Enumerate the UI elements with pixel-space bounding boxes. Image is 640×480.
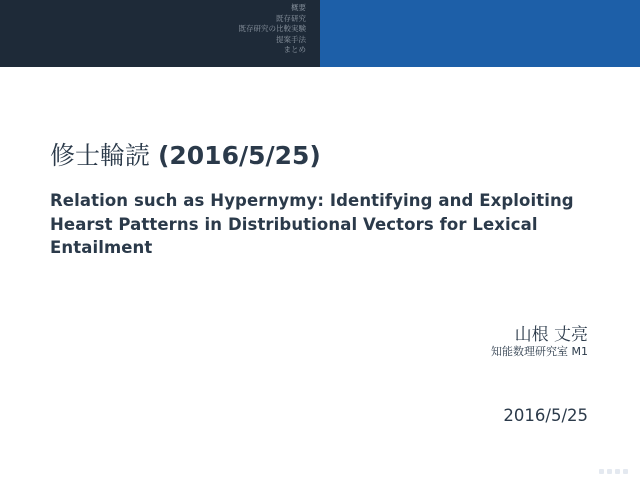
slide-title	[50, 136, 321, 172]
section-link-prior-work[interactable]: 既存研究	[276, 13, 306, 23]
prev-frame-icon[interactable]	[599, 469, 604, 474]
author-name: 山根 丈亮	[514, 325, 588, 345]
next-section-icon[interactable]	[623, 469, 628, 474]
next-frame-icon[interactable]	[607, 469, 612, 474]
headline-accent-panel	[320, 0, 640, 67]
author-affiliation: 知能数理研究室 M1	[491, 345, 588, 358]
prev-section-icon[interactable]	[615, 469, 620, 474]
slide-navigation-controls	[599, 469, 628, 474]
section-link-overview[interactable]: 概要	[291, 3, 306, 12]
section-list	[0, 0, 320, 67]
section-link-summary[interactable]: まとめ	[283, 45, 306, 54]
paper-title: Relation such as Hypernymy: Identifying and Exploiting Hearst Patterns in Distributional Vectors for Lexical Entailment	[50, 191, 574, 257]
section-navigation-bar	[0, 0, 640, 67]
section-link-comparison-experiments[interactable]: 既存研究の比較実験	[238, 24, 306, 33]
title-main: 修士輪読	[50, 141, 151, 170]
section-link-proposed-method[interactable]: 提案手法	[276, 34, 306, 44]
presentation-date: 2016/5/25	[503, 406, 588, 425]
title-date: (2016/5/25)	[157, 141, 321, 170]
